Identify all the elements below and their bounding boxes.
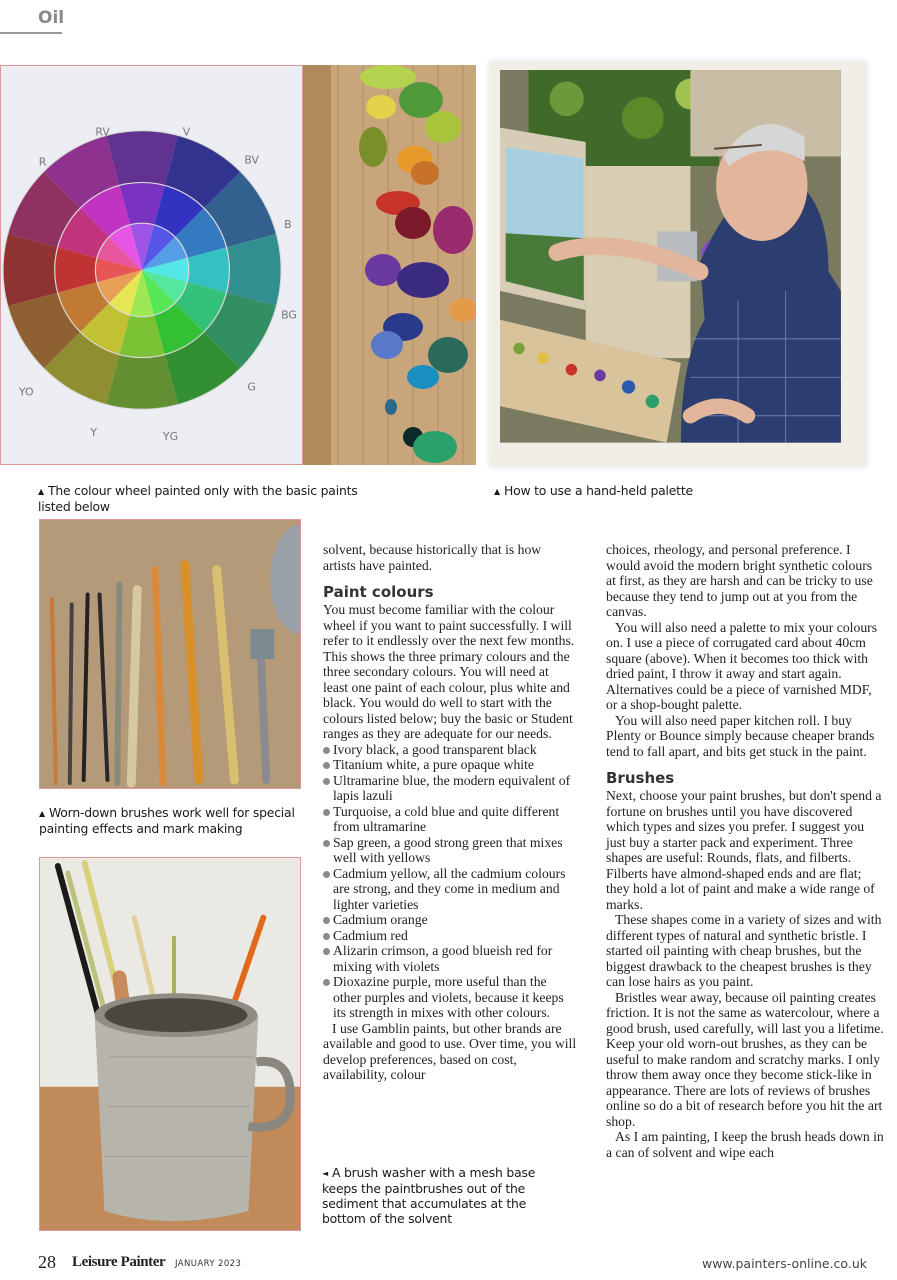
triangle-up-icon: ▲: [38, 487, 44, 496]
triangle-up-icon: ▲: [494, 487, 500, 496]
list-item: Dioxazine purple, more useful than the other purples and violets, because it keeps its strength in mixes with other colours.: [323, 974, 577, 1021]
caption-washer: [322, 1165, 542, 1226]
list-item: Ivory black, a good transparent black: [323, 742, 577, 758]
caption-colour-wheel: [38, 483, 388, 514]
wheel-label-yo: YO: [18, 385, 34, 399]
wheel-label-v: V: [182, 125, 191, 139]
caption-colour-wheel-text: The colour wheel painted only with the basic paints listed below: [38, 483, 358, 514]
worn-brushes-photo: [39, 519, 301, 789]
article-column-1: [323, 542, 577, 1083]
brushes-paragraph-3: Bristles wear away, because oil painting creates friction. It is not the same as watercolour, where a good brush, used carefully, will last you a lifetime. Keep your old worn-out brushes, as they can be useful to make random and scratchy marks. I only throw them away once they become stick-like in appearance. There are lots of reviews of brushes online so do a bit of research before you hit the art shop.: [606, 989, 884, 1129]
website-link[interactable]: www.painters-online.co.uk: [701, 1256, 867, 1271]
gamblin-paragraph: I use Gamblin paints, but other brands are available and good to use. Over time, you will develop preferences, based on cost, availability, colour: [323, 1020, 577, 1082]
wheel-label-y: Y: [90, 426, 98, 440]
list-item: Cadmium orange: [323, 912, 577, 928]
wheel-label-bg: BG: [281, 308, 297, 322]
triangle-up-icon: ▲: [39, 809, 45, 818]
col1-intro: solvent, because historically that is how artists have painted.: [323, 542, 542, 573]
list-item: Cadmium yellow, all the cadmium colours are strong, and they come in medium and lighter varieties: [323, 866, 577, 913]
col2-paragraph-2: You will also need a palette to mix your colours on. I use a piece of corrugated card about 40cm square (above). When it becomes too thick with dried paint, I throw it away and start again. Alternatives could be a piece of varnished MDF, or a shop-bought palette.: [606, 619, 878, 712]
wheel-label-b: B: [284, 218, 292, 232]
wheel-label-bv: BV: [244, 153, 260, 167]
magazine-logo: Leisure Painter: [72, 1254, 166, 1270]
caption-brushes-text: Worn-down brushes work well for special painting effects and mark making: [39, 805, 295, 836]
wheel-label-r: R: [38, 155, 47, 169]
list-item: Titanium white, a pure opaque white: [323, 757, 577, 773]
caption-palette-text: How to use a hand-held palette: [503, 483, 693, 498]
wheel-label-g: G: [247, 380, 256, 394]
heading-paint-colours: Paint colours: [323, 583, 434, 601]
article-column-2: [606, 542, 884, 1160]
page-number: 28: [38, 1252, 56, 1272]
caption-palette: [494, 483, 854, 499]
brushes-paragraph-1: Next, choose your paint brushes, but don't spend a fortune on brushes until you have discovered which types and sizes you prefer. I suggest you just buy a starter pack and experiment. Three shapes are useful: Rounds, flats, and filberts. Filberts have almond-shaped ends and are flat; they hold a lot of paint and make a wide range of marks.: [606, 788, 882, 912]
brushes-paragraph-2: These shapes come in a variety of sizes and with different types of natural and synthetic bristle. I started oil painting with cheap brushes, but the biggest drawback to the cheapest brushes is they can lose hairs as you paint.: [606, 912, 882, 989]
heading-brushes: Brushes: [606, 769, 675, 787]
list-item: Sap green, a good strong green that mixes well with yellows: [323, 835, 577, 866]
list-item: Alizarin crimson, a good blueish red for mixing with violets: [323, 943, 577, 974]
caption-brushes: [39, 805, 301, 836]
section-tag: Oil: [38, 8, 65, 28]
col2-paragraph-1: choices, rheology, and personal preference. I would avoid the modern bright synthetic colours at first, as they are harsh and can be tricky to use because they tend to jump out at you from the canvas.: [606, 542, 873, 619]
triangle-left-icon: ◄: [322, 1169, 328, 1178]
list-item: Cadmium red: [323, 928, 577, 944]
brushes-paragraph-4: As I am painting, I keep the brush heads down in a can of solvent and wipe each: [606, 1129, 884, 1160]
artist-photo: [490, 62, 866, 466]
cardboard-palette-photo: [303, 65, 476, 465]
wheel-label-yg: YG: [162, 430, 179, 444]
brush-washer-photo: [39, 857, 301, 1231]
list-item: Ultramarine blue, the modern equivalent of lapis lazuli: [323, 773, 577, 804]
list-item: Turquoise, a cold blue and quite different from ultramarine: [323, 804, 577, 835]
issue-date: JANUARY 2023: [175, 1259, 242, 1269]
section-rule: [0, 32, 62, 34]
wheel-label-rv: RV: [95, 125, 110, 139]
col2-paragraph-3: You will also need paper kitchen roll. I buy Plenty or Bounce simply because cheaper brands tend to fall apart, and bits get stuck in the paint.: [606, 712, 875, 759]
caption-washer-text: A brush washer with a mesh base keeps the paintbrushes out of the sediment that accumulates at the bottom of the solvent: [322, 1165, 536, 1226]
colour-list: [323, 742, 577, 1021]
paint-colours-body: You must become familiar with the colour wheel if you want to paint successfully. I will refer to it endlessly over the next few months. This shows the three primary colours and the three secondary colours. You will need at least one paint of each colour, plus white and black. You would do well to start with the colours listed below; buy the basic or Student ranges as they are adequate for our needs.: [323, 602, 575, 741]
colour-wheel-photo: [0, 65, 303, 465]
